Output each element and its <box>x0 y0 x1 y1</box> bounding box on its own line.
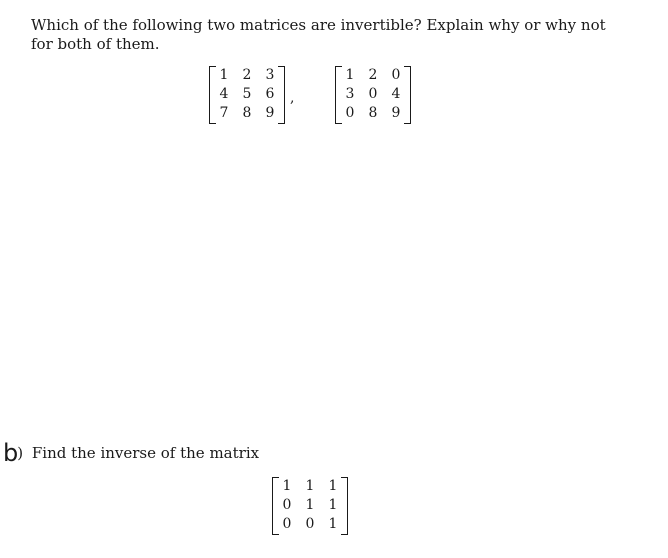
matrix-a-row <box>217 104 277 123</box>
matrix-a-cell: 7 <box>219 105 229 121</box>
matrix-b-row <box>343 85 403 104</box>
matrix-separator: , <box>290 90 295 106</box>
matrix-b-cell: 1 <box>345 67 355 83</box>
matrix-b-cell: 0 <box>368 86 378 102</box>
part-b-prompt <box>0 439 260 467</box>
matrix-c-cell: 1 <box>282 478 292 494</box>
matrix-c-cell: 0 <box>282 497 292 513</box>
matrix-a-row <box>217 66 277 85</box>
matrix-c <box>272 477 348 535</box>
matrix-b-row <box>343 66 403 85</box>
matrix-b-cell: 0 <box>345 105 355 121</box>
matrix-b-cell: 4 <box>391 86 401 102</box>
matrix-c-cell: 1 <box>328 516 338 532</box>
matrix-c-cell: 0 <box>305 516 315 532</box>
handwritten-b-label: b <box>3 439 19 467</box>
matrix-a-cell: 6 <box>265 86 275 102</box>
matrix-b-cell: 9 <box>391 105 401 121</box>
matrix-a-cell: 3 <box>265 67 275 83</box>
matrix-a-cell: 5 <box>242 86 252 102</box>
matrix-c-cell: 1 <box>328 497 338 513</box>
matrix-a-cell: 9 <box>265 105 275 121</box>
matrix-a-cell: 4 <box>219 86 229 102</box>
matrix-c-cell: 1 <box>328 478 338 494</box>
question-text: Which of the following two matrices are invertible? Explain why or why not for both of them. <box>31 16 606 53</box>
matrix-c-cell: 0 <box>282 516 292 532</box>
matrix-c-row <box>280 477 340 496</box>
matrix-b-cell: 2 <box>368 67 378 83</box>
matrix-b <box>335 66 411 124</box>
part-b-text: Find the inverse of the matrix <box>31 444 260 462</box>
matrix-b-cell: 8 <box>368 105 378 121</box>
matrix-b-cell: 3 <box>345 86 355 102</box>
part-b-paren: ) <box>17 444 24 462</box>
matrix-a-row <box>217 85 277 104</box>
matrix-c-row <box>280 496 340 515</box>
matrix-c-cell: 1 <box>305 497 315 513</box>
matrix-a <box>209 66 285 124</box>
matrix-c-cell: 1 <box>305 478 315 494</box>
matrix-c-row <box>280 515 340 534</box>
matrix-a-cell: 2 <box>242 67 252 83</box>
matrix-b-cell: 0 <box>391 67 401 83</box>
matrix-a-cell: 1 <box>219 67 229 83</box>
matrix-b-row <box>343 104 403 123</box>
matrix-a-cell: 8 <box>242 105 252 121</box>
